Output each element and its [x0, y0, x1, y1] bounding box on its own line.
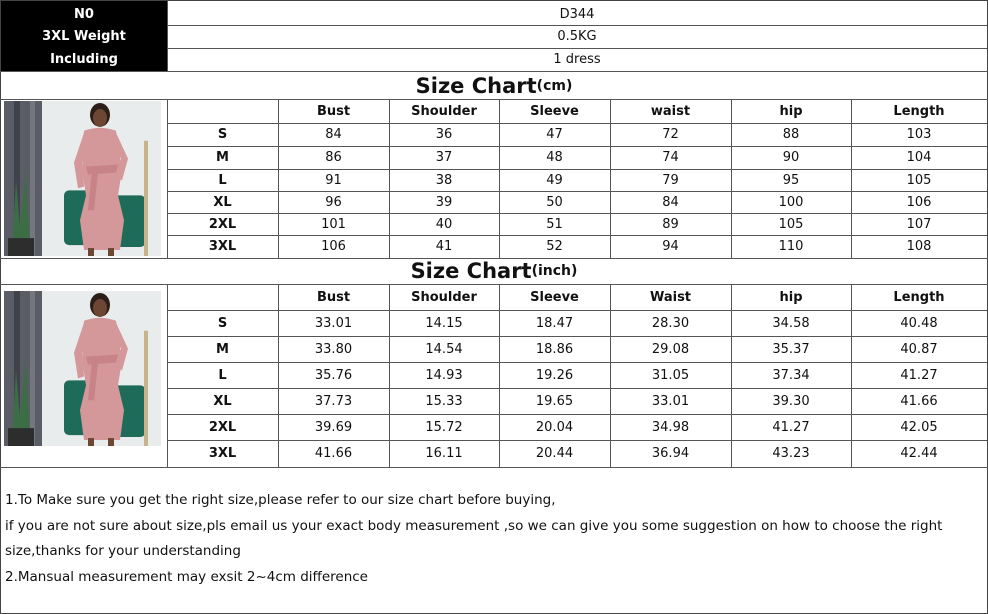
cm_chart-header-hip: hip — [779, 104, 803, 119]
inch_chart-cell: 20.04 — [535, 419, 574, 435]
inch_chart-cell: 39.30 — [772, 393, 810, 409]
inch_chart-cell: 40.48 — [900, 315, 938, 331]
note-line: size,thanks for your understanding — [5, 543, 241, 559]
inch_chart-cell: 31.05 — [651, 367, 690, 383]
inch_chart-size-label: L — [218, 367, 227, 383]
inch_chart-bottom-line — [0, 467, 988, 468]
inch_chart-cell: 42.44 — [900, 446, 938, 461]
cm_chart-header-waist: waist — [650, 104, 691, 119]
cm_chart-cell: 36 — [435, 127, 453, 142]
cm_chart-cell: 84 — [325, 127, 342, 142]
inch_chart-size-label: S — [217, 315, 228, 331]
inch_chart-cell: 41.27 — [772, 419, 810, 435]
inch_chart-size-label: XL — [213, 393, 232, 409]
info-divider — [167, 1, 168, 71]
cm_chart-header-sleeve: Sleeve — [530, 104, 579, 119]
inch_chart-cell: 39.69 — [314, 419, 353, 435]
cm_chart-cell: 86 — [325, 150, 342, 165]
inch_chart-cell: 28.30 — [651, 315, 690, 331]
cm_chart-cell: 88 — [782, 127, 800, 142]
cm_chart-cell: 110 — [778, 239, 804, 254]
cm_chart-cell: 47 — [546, 127, 563, 142]
face — [93, 109, 107, 127]
inch_chart-cell: 40.87 — [900, 341, 938, 357]
inch_chart-cell: 34.58 — [772, 315, 810, 331]
cm_chart-cell: 41 — [435, 239, 453, 254]
cm_chart-model-photo — [4, 101, 161, 256]
inch_chart-cell: 16.11 — [425, 446, 463, 461]
inch_chart-cell: 42.05 — [900, 419, 938, 435]
cm_chart-size-label: S — [217, 127, 228, 142]
cm_chart-header-length: Length — [893, 104, 945, 119]
inch_chart-cell: 18.47 — [535, 315, 574, 331]
cm_chart-header-shoulder: Shoulder — [411, 104, 477, 119]
grid-line — [167, 48, 987, 49]
model-photo-illustration — [4, 101, 161, 256]
inch_chart-cell: 29.08 — [651, 341, 690, 357]
inch_chart-cell: 34.98 — [651, 419, 690, 435]
cm_chart-cell: 50 — [546, 194, 563, 210]
cm_chart-size-label: M — [216, 150, 229, 165]
cm_chart-cell: 107 — [906, 216, 932, 232]
inch_chart-header-hip: hip — [779, 289, 803, 305]
inch_chart-cell: 43.23 — [772, 446, 810, 461]
inch_chart-cell: 15.33 — [425, 393, 463, 409]
model-photo-illustration — [4, 291, 161, 446]
cm_chart-cell: 38 — [435, 172, 453, 188]
inch_chart-cell: 41.27 — [900, 367, 938, 383]
grid-line — [167, 25, 987, 26]
cm_chart-cell: 89 — [662, 216, 679, 232]
cm_chart-cell: 100 — [778, 194, 804, 210]
inch_chart-size-label: 3XL — [208, 446, 237, 461]
inch_chart-cell: 14.93 — [425, 367, 463, 383]
note-line: if you are not sure about size,pls email us your exact body measurement ,so we can give you some suggestion on how to choose the right — [5, 517, 943, 534]
notes-block — [5, 488, 980, 590]
cm_chart-cell: 49 — [546, 172, 563, 188]
cm_chart-cell: 106 — [906, 194, 932, 210]
inch_chart-cell: 33.01 — [651, 393, 690, 409]
cm_chart-size-label: L — [218, 172, 227, 188]
inch_chart-cell: 35.76 — [314, 367, 353, 383]
cm_chart-cell: 91 — [325, 172, 342, 188]
cm_chart-cell: 37 — [435, 150, 453, 165]
inch_chart-cell: 36.94 — [651, 446, 690, 461]
cm_chart-cell: 39 — [435, 194, 453, 210]
inch_chart-title-text: Size Chart — [410, 259, 532, 283]
inch_chart-unit: (inch) — [531, 263, 578, 279]
cm_chart-title — [0, 72, 988, 99]
inch_chart-cell: 14.54 — [425, 341, 463, 357]
cm_chart-size-label: 3XL — [208, 239, 237, 254]
cm_chart-cell: 79 — [662, 172, 679, 188]
inch_chart-header-sleeve: Sleeve — [530, 289, 579, 305]
cm_chart-cell: 84 — [662, 194, 679, 210]
cm_chart-size-label: 2XL — [208, 216, 237, 232]
info-value: D344 — [559, 6, 595, 22]
inch_chart-title — [0, 258, 988, 284]
inch_chart-cell: 37.73 — [314, 393, 353, 409]
inch_chart-header-length: Length — [893, 289, 945, 305]
inch_chart-header-bust: Bust — [316, 289, 351, 305]
cm_chart-header-bust: Bust — [316, 104, 351, 119]
cm_chart-unit: (cm) — [536, 77, 573, 94]
inch_chart-cell: 14.15 — [425, 315, 463, 331]
inch_chart-cell: 19.65 — [535, 393, 574, 409]
cm_chart-cell: 52 — [546, 239, 563, 254]
inch_chart-header-waist: Waist — [649, 289, 692, 305]
cm_chart-cell: 48 — [546, 150, 563, 165]
inch_chart-cell: 33.01 — [314, 315, 353, 331]
cm_chart-cell: 108 — [906, 239, 932, 254]
cm_chart-cell: 105 — [906, 172, 932, 188]
inch_chart-header-shoulder: Shoulder — [411, 289, 477, 305]
inch_chart-cell: 19.26 — [535, 367, 574, 383]
face — [93, 299, 107, 317]
inch_chart-cell: 18.86 — [535, 341, 574, 357]
cm_chart-size-label: XL — [213, 194, 232, 210]
cm_chart-cell: 103 — [906, 127, 932, 142]
cm_chart-cell: 95 — [782, 172, 800, 188]
cm_chart-cell: 74 — [662, 150, 679, 165]
inch_chart-cell: 35.37 — [772, 341, 810, 357]
cm_chart-cell: 104 — [906, 150, 932, 165]
info-label: N0 — [1, 3, 167, 25]
inch_chart-cell: 15.72 — [425, 419, 463, 435]
note-line: 2.Mansual measurement may exsit 2~4cm difference — [5, 568, 368, 585]
cm_chart-cell: 90 — [782, 150, 800, 165]
cm_chart-title-text: Size Chart — [415, 73, 537, 98]
inch_chart-cell: 41.66 — [314, 446, 353, 461]
cm_chart-cell: 72 — [662, 127, 679, 142]
cm_chart-cell: 106 — [321, 239, 346, 254]
inch_chart-cell: 37.34 — [772, 367, 810, 383]
info-label: 3XL Weight — [1, 25, 167, 48]
cm_chart-cell: 96 — [325, 194, 342, 210]
inch_chart-cell: 41.66 — [900, 393, 938, 409]
inch_chart-size-label: 2XL — [208, 419, 237, 435]
inch_chart-model-photo — [4, 291, 161, 446]
cm_chart-cell: 105 — [778, 216, 804, 232]
cm_chart-cell: 40 — [435, 216, 453, 232]
info-value: 1 dress — [553, 52, 601, 67]
cm_chart-cell: 51 — [546, 216, 563, 232]
note-line: 1.To Make sure you get the right size,please refer to our size chart before buying, — [5, 492, 556, 508]
cm_chart-cell: 101 — [321, 216, 346, 232]
inch_chart-cell: 33.80 — [314, 341, 353, 357]
info-label: Including — [1, 48, 167, 71]
info-value: 0.5KG — [557, 29, 597, 44]
inch_chart-size-label: M — [216, 341, 229, 357]
inch_chart-cell: 20.44 — [535, 446, 574, 461]
cm_chart-cell: 94 — [662, 239, 679, 254]
